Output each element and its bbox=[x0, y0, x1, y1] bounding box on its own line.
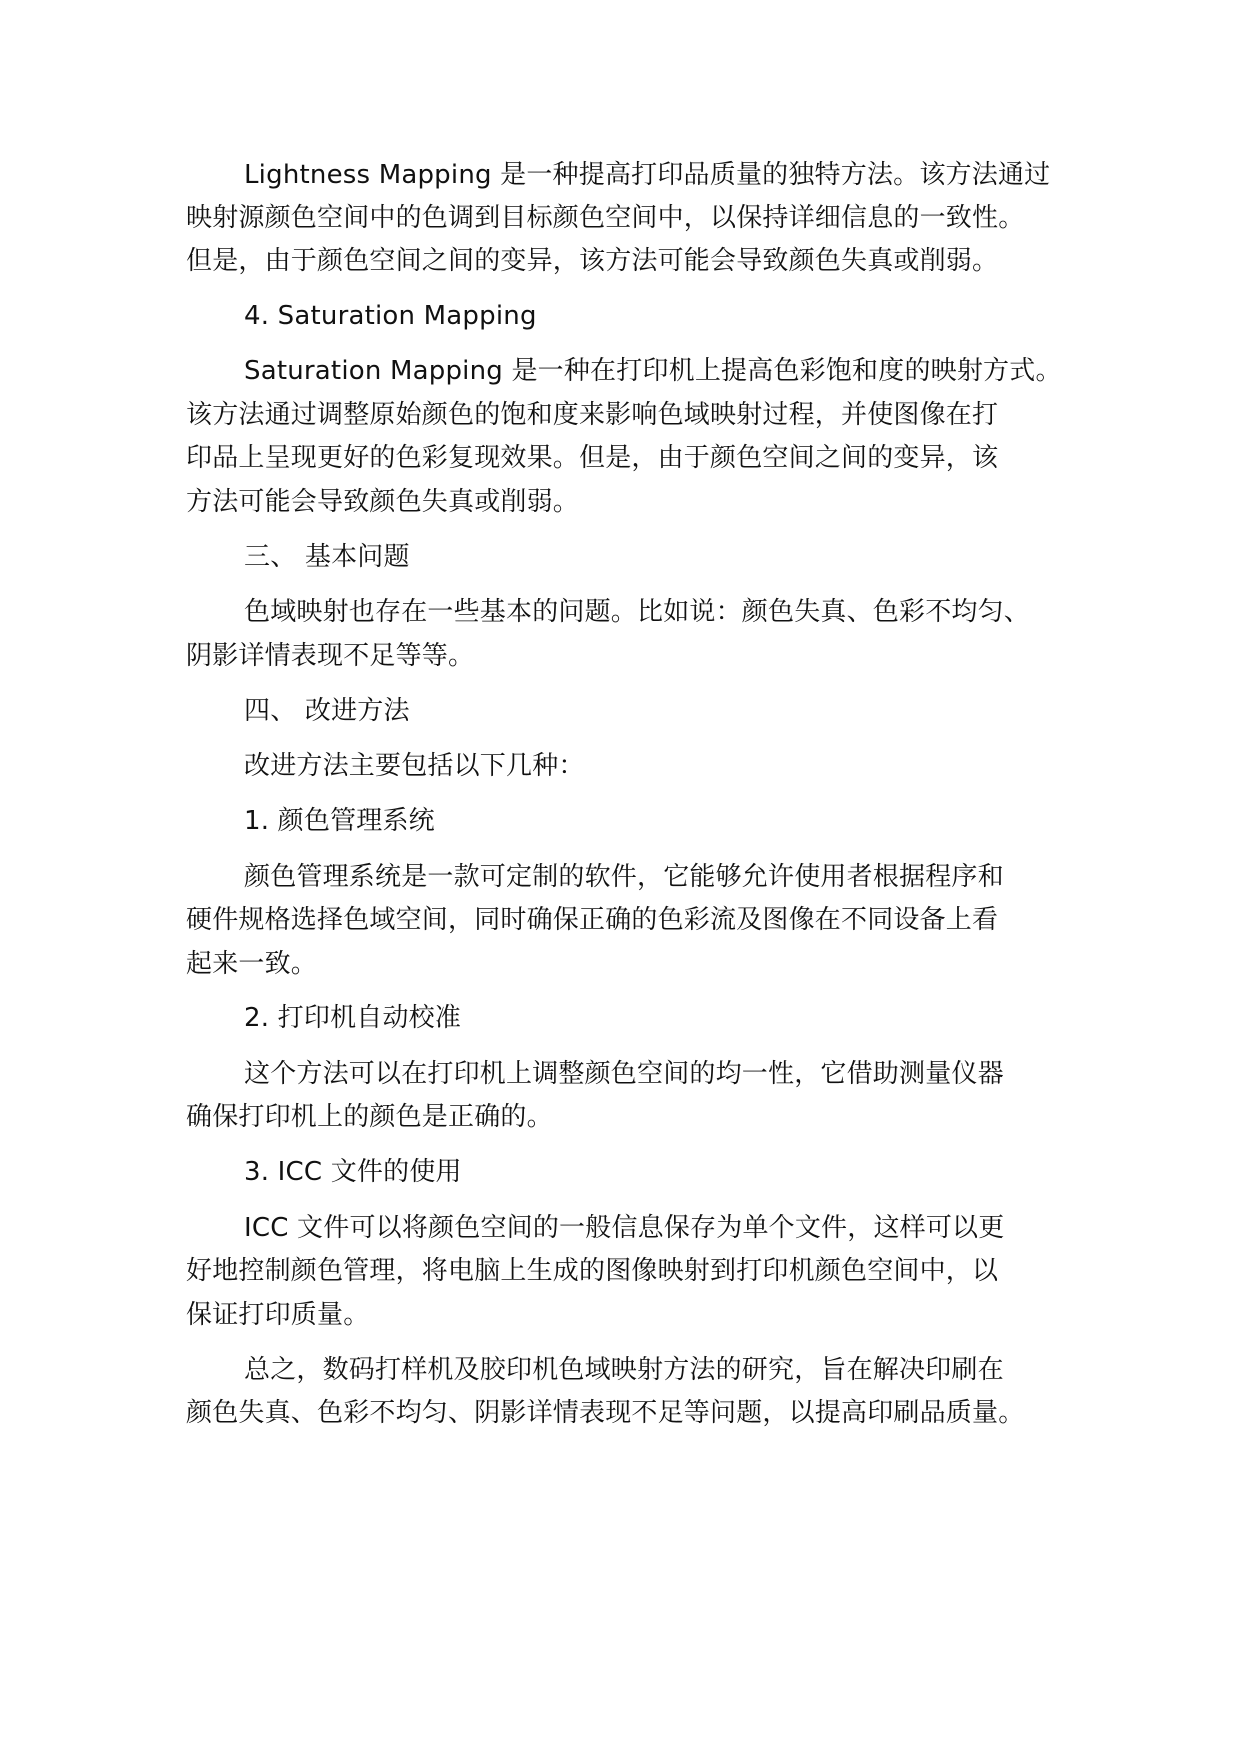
paragraph-lightness-line-1: Lightness Mapping 是一种提高打印品质量的独特方法。该方法通过 bbox=[244, 160, 1051, 190]
section-heading-saturation: 4. Saturation Mapping bbox=[244, 301, 537, 331]
paragraph-conclusion-line-1: 总之，数码打样机及胶印机色域映射方法的研究，旨在解决印刷在 bbox=[244, 1355, 1004, 1385]
paragraph-lightness-line-2: 映射源颜色空间中的色调到目标颜色空间中，以保持详细信息的一致性。 bbox=[186, 203, 1025, 233]
paragraph-color-management-line-2: 硬件规格选择色域空间，同时确保正确的色彩流及图像在不同设备上看 bbox=[186, 905, 999, 935]
paragraph-improvements-intro: 改进方法主要包括以下几种： bbox=[244, 751, 585, 781]
paragraph-icc-line-2: 好地控制颜色管理，将电脑上生成的图像映射到打印机颜色空间中，以 bbox=[186, 1256, 999, 1286]
paragraph-calibration-line-1: 这个方法可以在打印机上调整颜色空间的均一性，它借助测量仪器 bbox=[244, 1059, 1004, 1089]
paragraph-color-management-line-3: 起来一致。 bbox=[186, 949, 318, 979]
subheading-icc-files: 3. ICC 文件的使用 bbox=[244, 1157, 462, 1187]
paragraph-saturation-line-3: 印品上呈现更好的色彩复现效果。但是，由于颜色空间之间的变异，该 bbox=[186, 443, 999, 473]
paragraph-lightness-line-3: 但是，由于颜色空间之间的变异，该方法可能会导致颜色失真或削弱。 bbox=[186, 246, 999, 276]
paragraph-problems-line-1: 色域映射也存在一些基本的问题。比如说：颜色失真、色彩不均匀、 bbox=[244, 597, 1031, 627]
paragraph-saturation-line-2: 该方法通过调整原始颜色的饱和度来影响色域映射过程，并使图像在打 bbox=[186, 400, 999, 430]
section-heading-basic-problems: 三、 基本问题 bbox=[244, 542, 410, 572]
paragraph-icc-line-1: ICC 文件可以将颜色空间的一般信息保存为单个文件，这样可以更 bbox=[244, 1213, 1005, 1243]
paragraph-saturation-line-1: Saturation Mapping 是一种在打印机上提高色彩饱和度的映射方式。 bbox=[244, 356, 1062, 386]
subheading-printer-calibration: 2. 打印机自动校准 bbox=[244, 1003, 462, 1033]
paragraph-calibration-line-2: 确保打印机上的颜色是正确的。 bbox=[186, 1102, 553, 1132]
paragraph-color-management-line-1: 颜色管理系统是一款可定制的软件，它能够允许使用者根据程序和 bbox=[244, 862, 1004, 892]
subheading-color-management: 1. 颜色管理系统 bbox=[244, 806, 435, 836]
paragraph-saturation-line-4: 方法可能会导致颜色失真或削弱。 bbox=[186, 487, 580, 517]
paragraph-conclusion-line-2: 颜色失真、色彩不均匀、阴影详情表现不足等问题，以提高印刷品质量。 bbox=[186, 1398, 1025, 1428]
paragraph-problems-line-2: 阴影详情表现不足等等。 bbox=[186, 641, 475, 671]
section-heading-improvements: 四、 改进方法 bbox=[244, 696, 410, 726]
paragraph-icc-line-3: 保证打印质量。 bbox=[186, 1300, 370, 1330]
